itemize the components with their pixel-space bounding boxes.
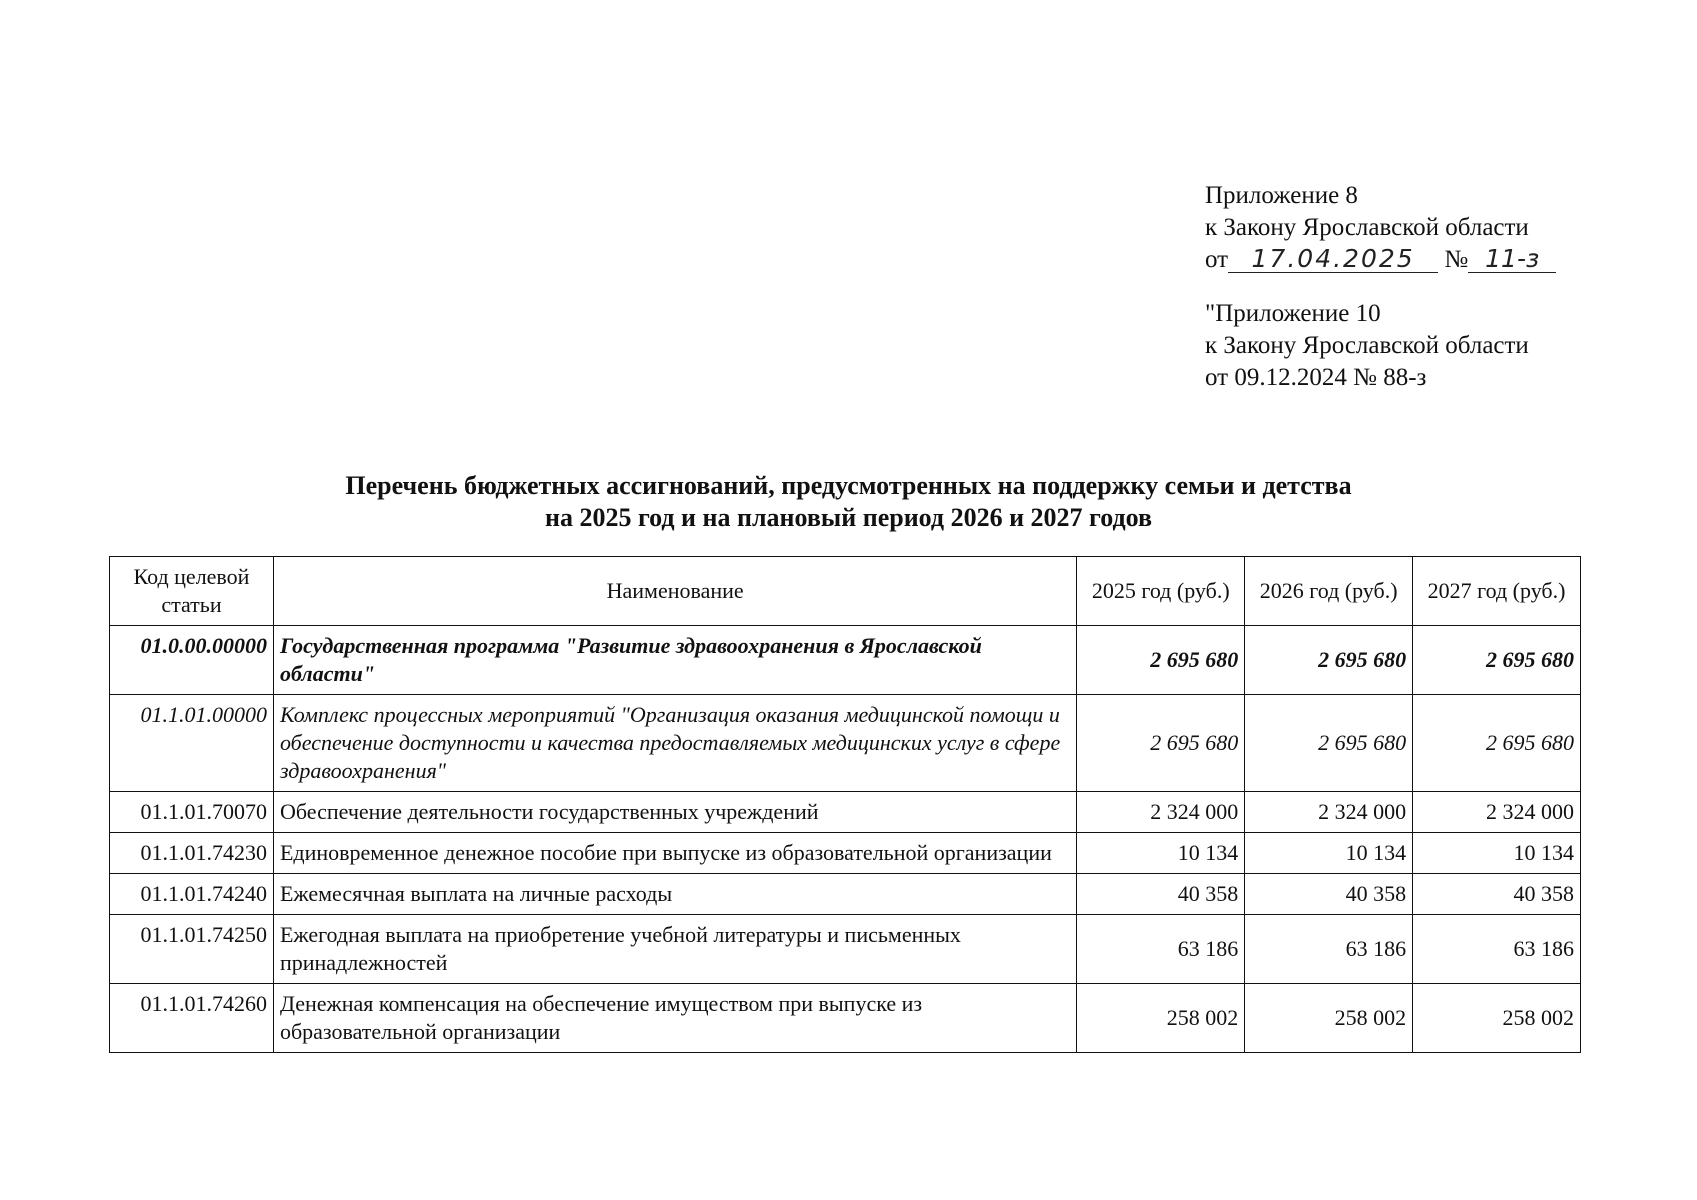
row-name: Обеспечение деятельности государственных учреждений: [273, 792, 1076, 833]
row-name: Денежная компенсация на обеспечение имуществом при выпуске из образовательной организации: [273, 984, 1076, 1053]
annex-line-1: Приложение 8: [1205, 182, 1358, 209]
budget-table: [109, 556, 1581, 1053]
handwritten-number: 11-з: [1468, 246, 1556, 273]
row-2025: 10 134: [1077, 833, 1245, 874]
row-2026: 10 134: [1245, 833, 1413, 874]
header-2027: 2027 год (руб.): [1413, 557, 1581, 626]
row-2025: 40 358: [1077, 874, 1245, 915]
row-code: 01.1.01.00000: [110, 695, 274, 792]
row-2026: 2 695 680: [1245, 626, 1413, 695]
handwritten-date: 17.04.2025: [1228, 246, 1438, 273]
header-code: Код целевой статьи: [110, 557, 274, 626]
row-2027: 10 134: [1413, 833, 1581, 874]
row-2027: 40 358: [1413, 874, 1581, 915]
row-code: 01.1.01.74240: [110, 874, 274, 915]
row-2026: 258 002: [1245, 984, 1413, 1053]
header-2025: 2025 год (руб.): [1077, 557, 1245, 626]
row-name: Комплекс процессных мероприятий "Организация оказания медицинской помощи и обеспечение доступности и качества предоставляемых медицинских услуг в сфере здравоохранения": [273, 695, 1076, 792]
row-2027: 63 186: [1413, 915, 1581, 984]
annex-date-line: [1205, 244, 1556, 276]
row-code: 01.0.00.00000: [110, 626, 274, 695]
quoted-annex-line-2: к Закону Ярославской области: [1205, 332, 1529, 359]
quoted-annex-line-3: от 09.12.2024 № 88-з: [1205, 364, 1427, 391]
row-2026: 63 186: [1245, 915, 1413, 984]
table-row: [110, 833, 1581, 874]
row-2027: 2 695 680: [1413, 626, 1581, 695]
row-2027: 2 695 680: [1413, 695, 1581, 792]
table-row: [110, 874, 1581, 915]
annex-number-prefix: №: [1444, 246, 1469, 273]
row-2025: 2 695 680: [1077, 695, 1245, 792]
row-code: 01.1.01.70070: [110, 792, 274, 833]
row-2025: 258 002: [1077, 984, 1245, 1053]
row-code: 01.1.01.74260: [110, 984, 274, 1053]
row-name: Ежегодная выплата на приобретение учебной литературы и письменных принадлежностей: [273, 915, 1076, 984]
row-2025: 2 324 000: [1077, 792, 1245, 833]
row-name: Государственная программа "Развитие здравоохранения в Ярославской области": [273, 626, 1076, 695]
header-2026: 2026 год (руб.): [1245, 557, 1413, 626]
table-header-row: [110, 557, 1581, 626]
row-name: Единовременное денежное пособие при выпуске из образовательной организации: [273, 833, 1076, 874]
row-2026: 2 324 000: [1245, 792, 1413, 833]
document-title: [0, 470, 1697, 534]
table-row: [110, 626, 1581, 695]
title-line-1: Перечень бюджетных ассигнований, предусмотренных на поддержку семьи и детства: [345, 471, 1352, 500]
row-name: Ежемесячная выплата на личные расходы: [273, 874, 1076, 915]
row-2026: 40 358: [1245, 874, 1413, 915]
table-row: [110, 792, 1581, 833]
row-code: 01.1.01.74250: [110, 915, 274, 984]
annex-header: [1205, 180, 1556, 394]
quoted-annex-line-1: "Приложение 10: [1205, 300, 1381, 327]
table-row: [110, 915, 1581, 984]
annex-line-2: к Закону Ярославской области: [1205, 214, 1529, 241]
row-2026: 2 695 680: [1245, 695, 1413, 792]
row-2027: 2 324 000: [1413, 792, 1581, 833]
row-code: 01.1.01.74230: [110, 833, 274, 874]
title-line-2: на 2025 год и на плановый период 2026 и 2027 годов: [544, 503, 1153, 532]
row-2025: 63 186: [1077, 915, 1245, 984]
row-2027: 258 002: [1413, 984, 1581, 1053]
annex-from-prefix: от: [1205, 246, 1229, 273]
table-row: [110, 695, 1581, 792]
row-2025: 2 695 680: [1077, 626, 1245, 695]
header-name: Наименование: [273, 557, 1076, 626]
table-row: [110, 984, 1581, 1053]
